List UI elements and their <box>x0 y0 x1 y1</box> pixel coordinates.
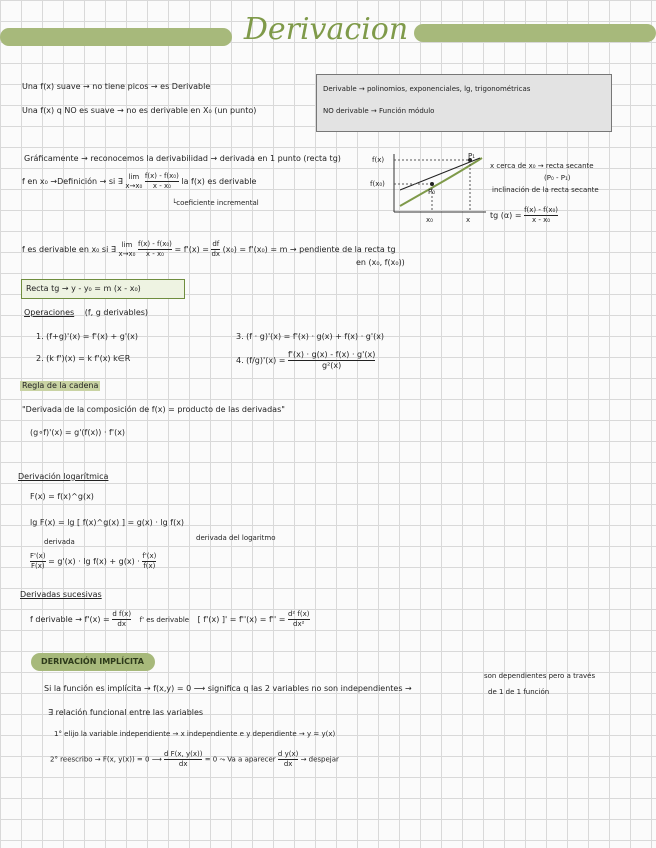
title-bar-left <box>0 28 232 46</box>
tg-formula: tg (α) = $\frac{\text{f(x) - f(x₀)}}{\text{x - x₀}}$ <box>490 206 558 224</box>
graph-label-fx: f(x) <box>372 156 385 164</box>
implicita-line-4: 2° reescribo → F(x, y(x)) = 0 ⟶ $\frac{\text{d F(x, y(x))}}{dx}$ = 0 ⤳ Va a aparecer $\frac{\text{d y(x)}}{dx}$ → despejar <box>50 750 339 768</box>
cadena-quote: "Derivada de la composición de f(x) = producto de las derivadas" <box>22 405 285 414</box>
graph-label-x: x <box>466 216 471 224</box>
graph-right-2: (P₀ - P₁) <box>544 174 571 182</box>
intro-line-2: Una f(x) q NO es suave → no es derivable en X₀ (un punto) <box>22 106 257 115</box>
logaritmica-title: Derivación logarítmica <box>18 472 109 481</box>
graph-label-x0: x₀ <box>426 216 433 224</box>
op-scalar: 2. (k f')(x) = k f'(x) k∈R <box>36 354 131 363</box>
cadena-title: Regla de la cadena <box>22 381 99 390</box>
definition-suffix: la f(x) es derivable <box>181 177 257 186</box>
graph-right-1: x cerca de x₀ → recta secante <box>490 162 594 170</box>
log-line-3: $\frac{F'(x)}{F(x)}$ = g'(x) · lg f(x) + g(x) · $\frac{f'(x)}{f(x)}$ <box>30 552 157 570</box>
log-derivada: derivada <box>44 538 75 546</box>
implicita-line-1: Si la función es implícita → f(x,y) = 0 ⟶ significa q las 2 variables no son independientes → <box>44 684 412 693</box>
box-line-1: Derivable → polinomios, exponenciales, lg, trigonométricas <box>323 85 531 93</box>
op-sum: 1. (f+g)'(x) = f'(x) + g'(x) <box>36 332 139 341</box>
cadena-formula: (g∘f)'(x) = g'(f(x)) · f'(x) <box>30 428 126 437</box>
limit: lim x→x₀ <box>125 172 143 190</box>
coef-label: └coeficiente incremental <box>172 199 259 207</box>
implicita-title-bar <box>31 653 155 671</box>
recta-tg: Recta tg → y - y₀ = m (x - x₀) <box>26 284 141 293</box>
derivable-box <box>316 74 612 132</box>
incremental-quotient: $\frac{\text{f(x) - f(x₀)}}{\text{x - x₀}}$ <box>144 172 179 190</box>
operaciones-title: Operaciones <box>24 308 75 317</box>
implicita-title: DERIVACIÓN IMPLÍCITA <box>41 657 144 666</box>
op-quotient: 4. (f/g)'(x) = $\frac{f'(x) \cdot g(x) - f(x) \cdot g'(x)}{\text{g²(x)}}$ <box>236 350 376 370</box>
operaciones-header <box>24 308 148 318</box>
graph-secant <box>400 158 480 190</box>
box-line-2: NO derivable → Función módulo <box>323 107 435 115</box>
derivable-definition: f es derivable en x₀ si ∃ lim x→x₀ $\frac{\text{f(x) - f(x₀)}}{\text{x - x₀}}$ = f'(x) = $\frac{df}{dx}$ (x₀) = f'(x₀) = m → pendiente de la recta tg <box>22 240 396 258</box>
graph-right-3: inclinación de la recta secante <box>492 186 599 194</box>
definition-prefix: f en x₀ →Definición → si ∃ <box>22 177 123 186</box>
implicita-right-2: de 1 de 1 función <box>488 688 550 696</box>
graph-label-p1: P₁ <box>468 152 476 160</box>
log-derivada-logaritmo: derivada del logaritmo <box>196 534 276 542</box>
title-bar-right <box>414 24 656 42</box>
implicita-line-3: 1° elijo la variable independiente → x independiente e y dependiente → y = y(x) <box>54 730 336 738</box>
log-line-1: F(x) = f(x)^g(x) <box>30 492 94 501</box>
op-product: 3. (f · g)'(x) = f'(x) · g(x) + f(x) · g'(x) <box>236 332 385 341</box>
operaciones-subtitle: (f, g derivables) <box>84 308 149 317</box>
sucesivas-title: Derivadas sucesivas <box>20 590 102 599</box>
graph-definition <box>22 172 256 191</box>
implicita-right-1: son dependientes pero a través <box>484 672 596 680</box>
intro-line-1: Una f(x) suave → no tiene picos → es Derivable <box>22 82 211 91</box>
graph-label-fx0: f(x₀) <box>370 180 385 188</box>
sucesivas-formula: f derivable → f'(x) = $\frac{\text{d f(x)}}{dx}$ f' es derivable [ f'(x) ]' = f''(x) = f'' = $\frac{\text{d² f(x)}}{\text{dx²}}$ <box>30 610 310 628</box>
derivable-point: en (x₀, f(x₀)) <box>356 258 405 267</box>
graph-point-p0 <box>430 182 434 186</box>
implicita-line-2: ∃ relación funcional entre las variables <box>48 708 204 717</box>
graph-intro: Gráficamente → reconocemos la derivabilidad → derivada en 1 punto (recta tg) <box>24 154 341 163</box>
page-title: Derivacion <box>243 12 409 47</box>
log-line-2: lg F(x) = lg [ f(x)^g(x) ] = g(x) · lg f(x) <box>30 518 185 527</box>
graph-label-p0: P₀ <box>428 188 436 196</box>
recta-tg-box <box>21 279 185 299</box>
